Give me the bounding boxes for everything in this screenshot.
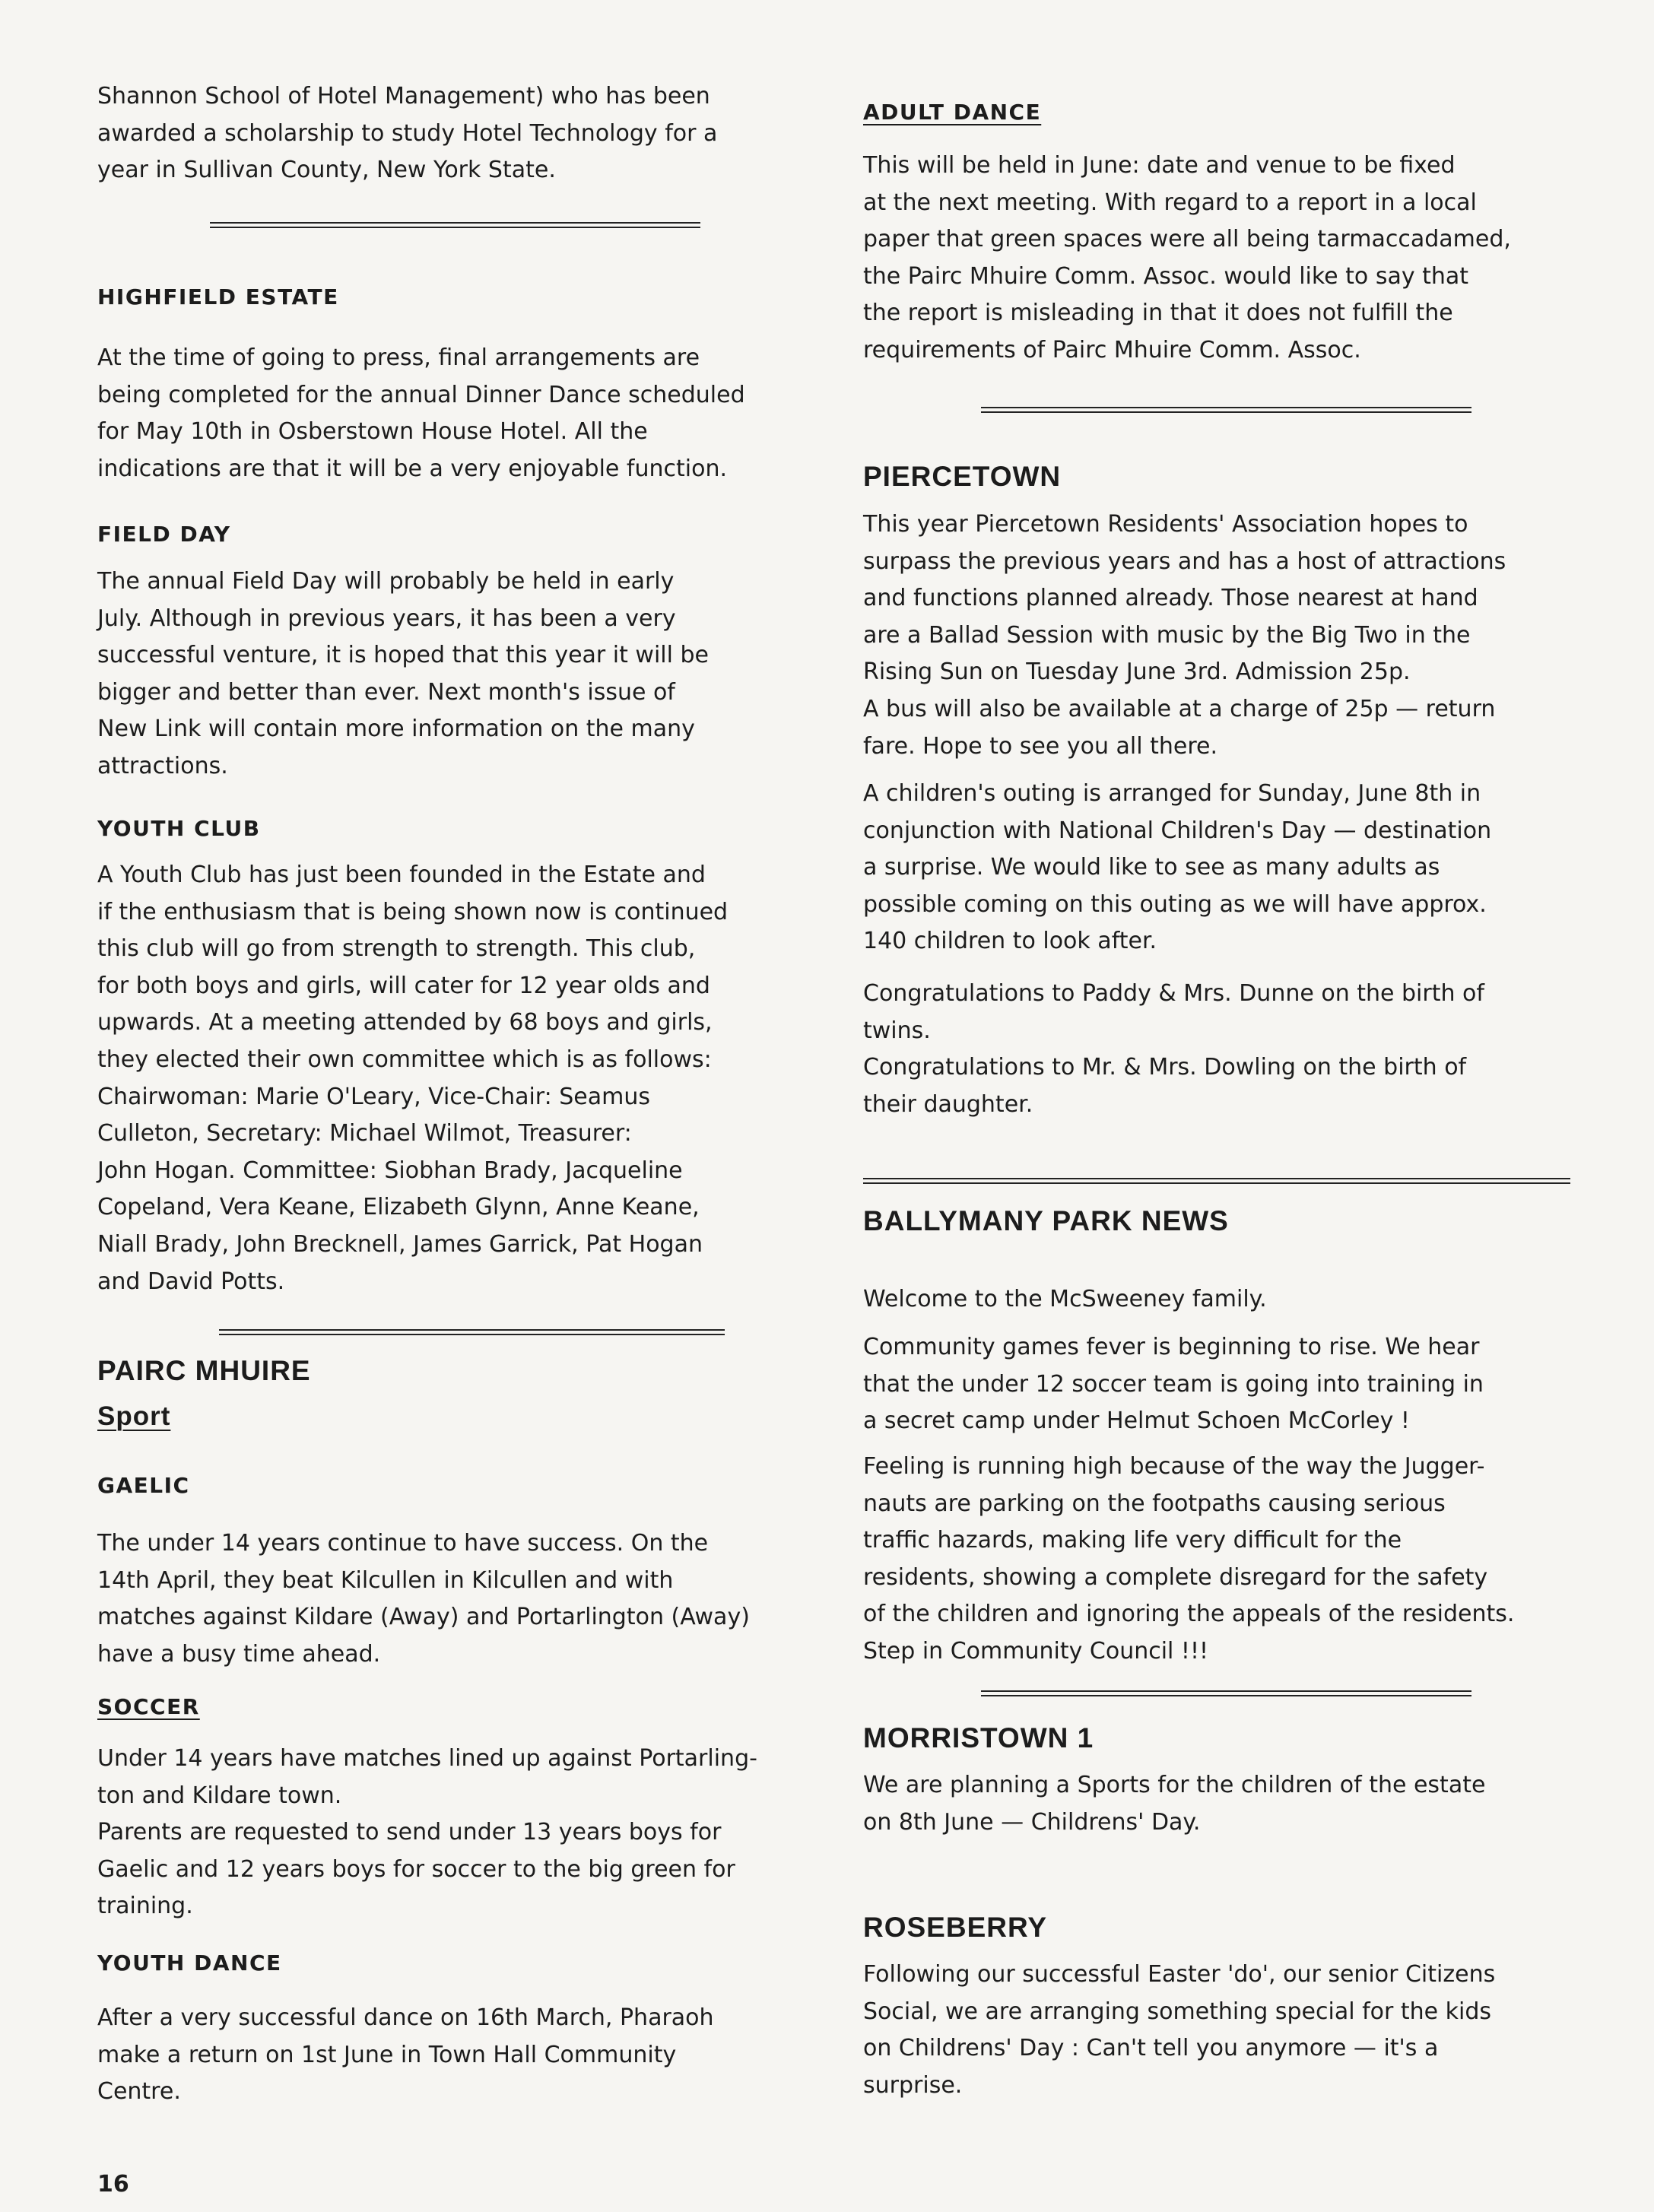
roseberry-body: Following our successful Easter 'do', our senior Citizens Social, we are arranging something special for the kids on Childrens' Day : Can't tell you anymore — it's a surprise.	[863, 1961, 1496, 2099]
soccer-body: Under 14 years have matches lined up against Portarling- ton and Kildare town. Parents are requested to send under 13 years boys for Gaelic and 12 years boys for soccer to the big green for training.	[97, 1745, 757, 1920]
youth-club-section	[97, 816, 812, 841]
ballymany-body-1: Welcome to the McSweeney family.	[863, 1286, 1267, 1312]
youth-dance-body: After a very successful dance on 16th March, Pharaoh make a return on 1st June in Town Hall Community Centre.	[97, 2004, 714, 2106]
gaelic-section	[97, 1473, 812, 1498]
highfield-estate-body: At the time of going to press, final arrangements are being completed for the annual Dinner Dance scheduled for May 10th in Osberstown House Hotel. All the indications are that it will be a very enjoyable function.	[97, 344, 745, 482]
youth-club-body: A Youth Club has just been founded in the Estate and if the enthusiasm that is being shown now is continued this club will go from strength to strength. This club, for both boys and girls, will cater for 12 year olds and upwards. At a meeting attended by 68 boys and girls, they elected their own committee which is as follows: Chairwoman: Marie O'Leary, Vice-Chair: Seamus Culleton, Secretary: Michael Wilmot, Treasurer: John Hogan. Committee: Siobhan Brady, Jacqueline Copeland, Vera Keane, Elizabeth Glynn, Anne Keane, Niall Brady, John Brecknell, James Garrick, Pat Hogan and David Potts.	[97, 862, 729, 1295]
section-divider	[981, 1690, 1471, 1696]
field-day-body: The annual Field Day will probably be held in early July. Although in previous years, it has been a very successful venture, it is hoped that this year it will be bigger and better than ever. Next month's issue of New Link will contain more information on the many attractions.	[97, 568, 709, 779]
section-heading: BALLYMANY PARK NEWS	[863, 1205, 1229, 1236]
page-number: 16	[97, 2171, 129, 2198]
field-day-section	[97, 522, 812, 547]
pairc-mhuire-section	[97, 1355, 812, 1387]
section-heading: PIERCETOWN	[863, 461, 1062, 492]
section-heading: PAIRC MHUIRE	[97, 1355, 311, 1386]
section-heading: YOUTH DANCE	[97, 1950, 282, 1976]
section-heading: SOCCER	[97, 1694, 200, 1719]
highfield-estate-section	[97, 284, 812, 309]
morristown-body: We are planning a Sports for the children of the estate on 8th June — Childrens' Day.	[863, 1772, 1486, 1836]
piercetown-body-2: A children's outing is arranged for Sunday, June 8th in conjunction with National Children's Day — destination a surprise. We would like to see as many adults as possible coming on this outing as we will have approx. 140 children to look after.	[863, 780, 1492, 955]
gaelic-body: The under 14 years continue to have success. On the 14th April, they beat Kilcullen in Kilcullen and with matches against Kildare (Away) and Portarlington (Away) have a busy time ahead.	[97, 1530, 750, 1668]
sport-subheading: Sport	[97, 1401, 171, 1431]
section-divider	[210, 222, 700, 228]
piercetown-body-1: This year Piercetown Residents' Association hopes to surpass the previous years and has a host of attractions and functions planned already. Those nearest at hand are a Ballad Session with music by the Big Two in the Rising Sun on Tuesday June 3rd. Admission 25p. A bus will also be available at a charge of 25p — return fare. Hope to see you all there.	[863, 511, 1506, 760]
section-heading: YOUTH CLUB	[97, 816, 261, 841]
ballymany-section	[863, 1205, 1570, 1237]
section-heading: ADULT DANCE	[863, 100, 1042, 125]
section-divider	[219, 1329, 725, 1335]
section-heading: GAELIC	[97, 1473, 190, 1498]
morristown-section	[863, 1722, 1570, 1754]
section-heading: MORRISTOWN 1	[863, 1722, 1094, 1753]
adult-dance-body: This will be held in June: date and venue to be fixed at the next meeting. With regard to a report in a local paper that green spaces were all being tarmaccadamed, the Pairc Mhuire Comm. Assoc. would like to say that the report is misleading in that it does not fulfill the requirements of Pairc Mhuire Comm. Assoc.	[863, 152, 1511, 363]
section-heading: HIGHFIELD ESTATE	[97, 284, 339, 309]
intro-paragraph: Shannon School of Hotel Management) who has been awarded a scholarship to study Hotel Technology for a year in Sullivan County, New York State.	[97, 83, 718, 184]
piercetown-body-3: Congratulations to Paddy & Mrs. Dunne on the birth of twins. Congratulations to Mr. & Mrs. Dowling on the birth of their daughter.	[863, 980, 1484, 1118]
ballymany-body-3: Feeling is running high because of the way the Jugger- nauts are parking on the footpaths causing serious traffic hazards, making life very difficult for the residents, showing a complete disregard for the safety of the children and ignoring the appeals of the residents. Step in Community Council !!!	[863, 1453, 1515, 1665]
adult-dance-section	[863, 100, 1570, 125]
soccer-section	[97, 1694, 812, 1719]
section-heading: ROSEBERRY	[863, 1912, 1048, 1943]
piercetown-section	[863, 461, 1570, 493]
section-divider	[981, 407, 1471, 413]
full-width-divider	[863, 1178, 1570, 1184]
youth-dance-section	[97, 1950, 812, 1976]
sport-subheading-wrap	[97, 1401, 812, 1432]
ballymany-body-2: Community games fever is beginning to rise. We hear that the under 12 soccer team is going into training in a secret camp under Helmut Schoen McCorley !	[863, 1334, 1484, 1435]
section-heading: FIELD DAY	[97, 522, 231, 547]
roseberry-section	[863, 1912, 1570, 1944]
